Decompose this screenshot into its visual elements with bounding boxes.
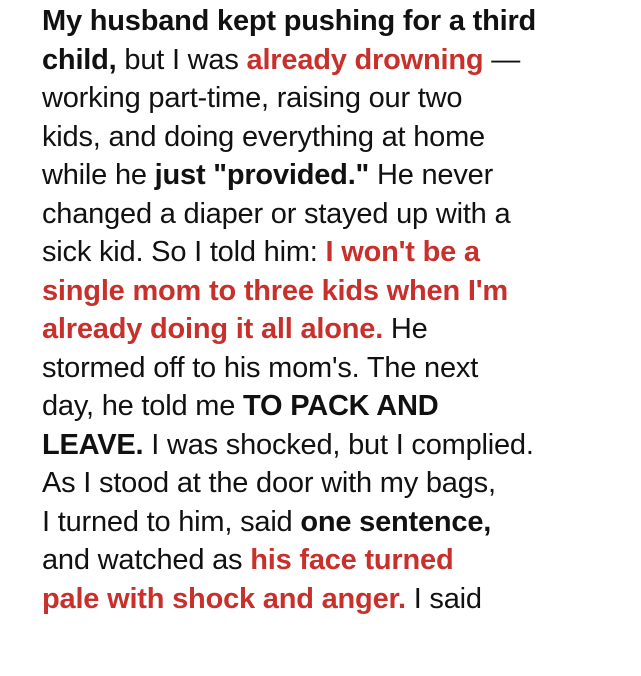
highlight-red-text: already drowning [246, 43, 484, 76]
bold-text: TO PACK AND [243, 390, 439, 422]
body-text: while he [42, 159, 155, 191]
body-text: working part-time, raising our two [42, 82, 463, 114]
highlight-red-text: pale with shock and anger. [42, 582, 406, 615]
highlight-red-text: I won't be a [325, 236, 480, 268]
body-text: and watched as [42, 544, 251, 576]
story-line [42, 426, 622, 465]
body-text: — [483, 43, 521, 76]
body-text: I said [405, 582, 482, 615]
body-text: I turned to him, said [42, 505, 301, 538]
body-text: He never [369, 159, 494, 191]
story-line [42, 41, 622, 80]
story-line [42, 272, 622, 311]
story-line [42, 541, 622, 580]
story-line [42, 349, 622, 388]
story-line [42, 387, 622, 426]
body-text: stormed off to his mom's. The next [42, 351, 479, 384]
highlight-red-text: already doing it all alone. [42, 313, 384, 345]
bold-text: child, [42, 43, 117, 76]
story-line [42, 79, 622, 118]
story-line [42, 118, 622, 157]
story-text [42, 2, 622, 618]
body-text: kids, and doing everything at home [42, 120, 485, 153]
story-line [42, 2, 622, 41]
body-text: sick kid. So I told him: [42, 236, 326, 268]
bold-text: My husband kept pushing for a third [42, 5, 537, 37]
body-text: As I stood at the door with my bags, [42, 467, 496, 499]
body-text: changed a diaper or stayed up with a [42, 197, 511, 230]
story-line [42, 464, 622, 503]
story-line [42, 233, 622, 272]
bold-text: just "provided." [154, 159, 370, 191]
body-text: I was shocked, but I complied. [143, 428, 534, 461]
story-line [42, 156, 622, 195]
body-text: day, he told me [42, 390, 243, 422]
highlight-red-text: his face turned [250, 544, 454, 576]
highlight-red-text: single mom to three kids when I'm [42, 274, 508, 307]
body-text: but I was [116, 43, 247, 76]
story-line [42, 310, 622, 349]
story-line [42, 580, 622, 619]
story-line [42, 195, 622, 234]
story-line [42, 503, 622, 542]
bold-text: one sentence, [300, 505, 492, 538]
body-text: He [383, 313, 428, 345]
bold-text: LEAVE. [42, 428, 144, 461]
